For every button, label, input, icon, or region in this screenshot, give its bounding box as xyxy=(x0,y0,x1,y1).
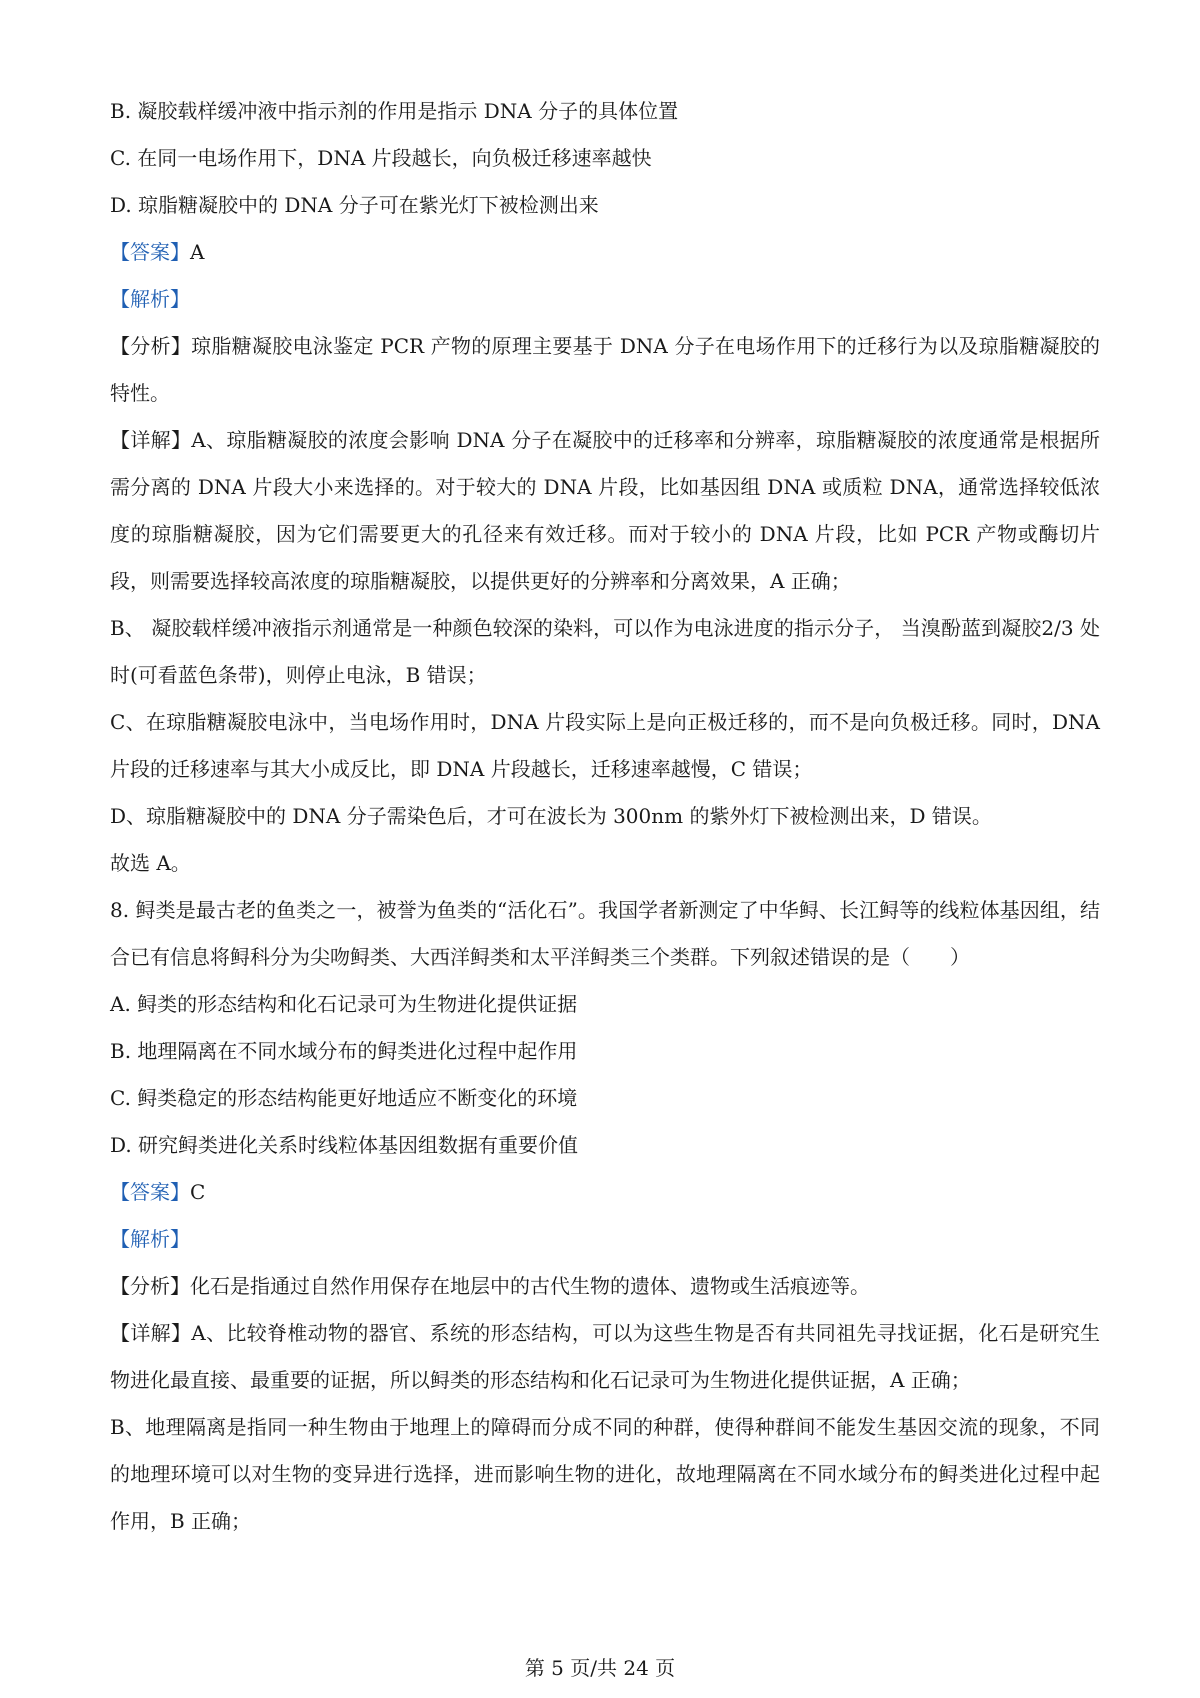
q7-fenxi xyxy=(110,323,1100,417)
q7-option-c: C. 在同一电场作用下，DNA 片段越长，向负极迁移速率越快 xyxy=(110,146,652,170)
detail-a-text: A、比较脊椎动物的器官、系统的形态结构，可以为这些生物是否有共同祖先寻找证据，化石是研究生物进化最直接、最重要的证据，所以鲟类的形态结构和化石记录可为生物进化提供证据，A 正确； xyxy=(110,1321,1100,1392)
detail-tag: 【详解】 xyxy=(110,1321,192,1345)
q8-stem: 8. 鲟类是最古老的鱼类之一，被誉为鱼类的“活化石”。我国学者新测定了中华鲟、长江鲟等的线粒体基因组，结合已有信息将鲟科分为尖吻鲟类、大西洋鲟类和太平洋鲟类三个类群。下列叙述错误的是（ ） xyxy=(110,898,1100,969)
fenxi-tag: 【分析】 xyxy=(110,1274,190,1298)
answer-value: A xyxy=(190,240,205,264)
detail-tag: 【详解】 xyxy=(110,428,192,452)
q8-detail-b: B、地理隔离是指同一种生物由于地理上的障碍而分成不同的种群，使得种群间不能发生基因交流的现象，不同的地理环境可以对生物的变异进行选择，进而影响生物的进化，故地理隔离在不同水域分布的鲟类进化过程中起作用，B 正确； xyxy=(110,1415,1100,1533)
answer-value: C xyxy=(190,1180,206,1204)
q7-conclusion: 故选 A。 xyxy=(110,851,191,875)
fenxi-text: 化石是指通过自然作用保存在地层中的古代生物的遗体、遗物或生活痕迹等。 xyxy=(190,1274,870,1298)
detail-a-text: A、琼脂糖凝胶的浓度会影响 DNA 分子在凝胶中的迁移率和分辨率，琼脂糖凝胶的浓度通常是根据所需分离的 DNA 片段大小来选择的。对于较大的 DNA 片段，比如基因组 DNA 或质粒 DNA，通常选择较低浓度的琼脂糖凝胶，因为它们需要更大的孔径来有效迁移。而对于较小的 DNA 片段，比如 PCR 产物或酶切片段，则需要选择较高浓度的琼脂糖凝胶，以提供更好的分辨率和分离效果，A 正确； xyxy=(110,428,1100,593)
q8-option-b: B. 地理隔离在不同水域分布的鲟类进化过程中起作用 xyxy=(110,1039,578,1063)
q8-option-a: A. 鲟类的形态结构和化石记录可为生物进化提供证据 xyxy=(110,992,578,1016)
q8-fenxi xyxy=(110,1263,1100,1310)
document-page xyxy=(110,88,1100,1545)
q7-detail-c: C、在琼脂糖凝胶电泳中，当电场作用时，DNA 片段实际上是向正极迁移的，而不是向负极迁移。同时，DNA 片段的迁移速率与其大小成反比，即 DNA 片段越长，迁移速率越慢，C 错误； xyxy=(110,710,1100,781)
q8-answer xyxy=(110,1169,1100,1216)
q7-detail-b: B、 凝胶载样缓冲液指示剂通常是一种颜色较深的染料，可以作为电泳进度的指示分子， 当溴酚蓝到凝胶2/3 处时(可看蓝色条带)，则停止电泳，B 错误； xyxy=(110,616,1100,687)
q7-analysis-heading xyxy=(110,276,1100,323)
q7-detail-a xyxy=(110,417,1100,605)
answer-tag: 【答案】 xyxy=(110,240,190,264)
q7-answer xyxy=(110,229,1100,276)
q7-detail-d: D、琼脂糖凝胶中的 DNA 分子需染色后，才可在波长为 300nm 的紫外灯下被检测出来，D 错误。 xyxy=(110,804,992,828)
fenxi-text: 琼脂糖凝胶电泳鉴定 PCR 产物的原理主要基于 DNA 分子在电场作用下的迁移行为以及琼脂糖凝胶的特性。 xyxy=(110,334,1101,405)
q8-option-d: D. 研究鲟类进化关系时线粒体基因组数据有重要价值 xyxy=(110,1133,579,1157)
analysis-tag: 【解析】 xyxy=(110,1227,190,1251)
q7-option-d: D. 琼脂糖凝胶中的 DNA 分子可在紫光灯下被检测出来 xyxy=(110,193,599,217)
fenxi-tag: 【分析】 xyxy=(110,334,192,358)
page-footer: 第 5 页/共 24 页 xyxy=(524,1656,676,1680)
analysis-tag: 【解析】 xyxy=(110,287,190,311)
q8-analysis-heading xyxy=(110,1216,1100,1263)
q8-detail-a xyxy=(110,1310,1100,1404)
answer-tag: 【答案】 xyxy=(110,1180,190,1204)
q8-option-c: C. 鲟类稳定的形态结构能更好地适应不断变化的环境 xyxy=(110,1086,578,1110)
q7-option-b: B. 凝胶载样缓冲液中指示剂的作用是指示 DNA 分子的具体位置 xyxy=(110,99,679,123)
